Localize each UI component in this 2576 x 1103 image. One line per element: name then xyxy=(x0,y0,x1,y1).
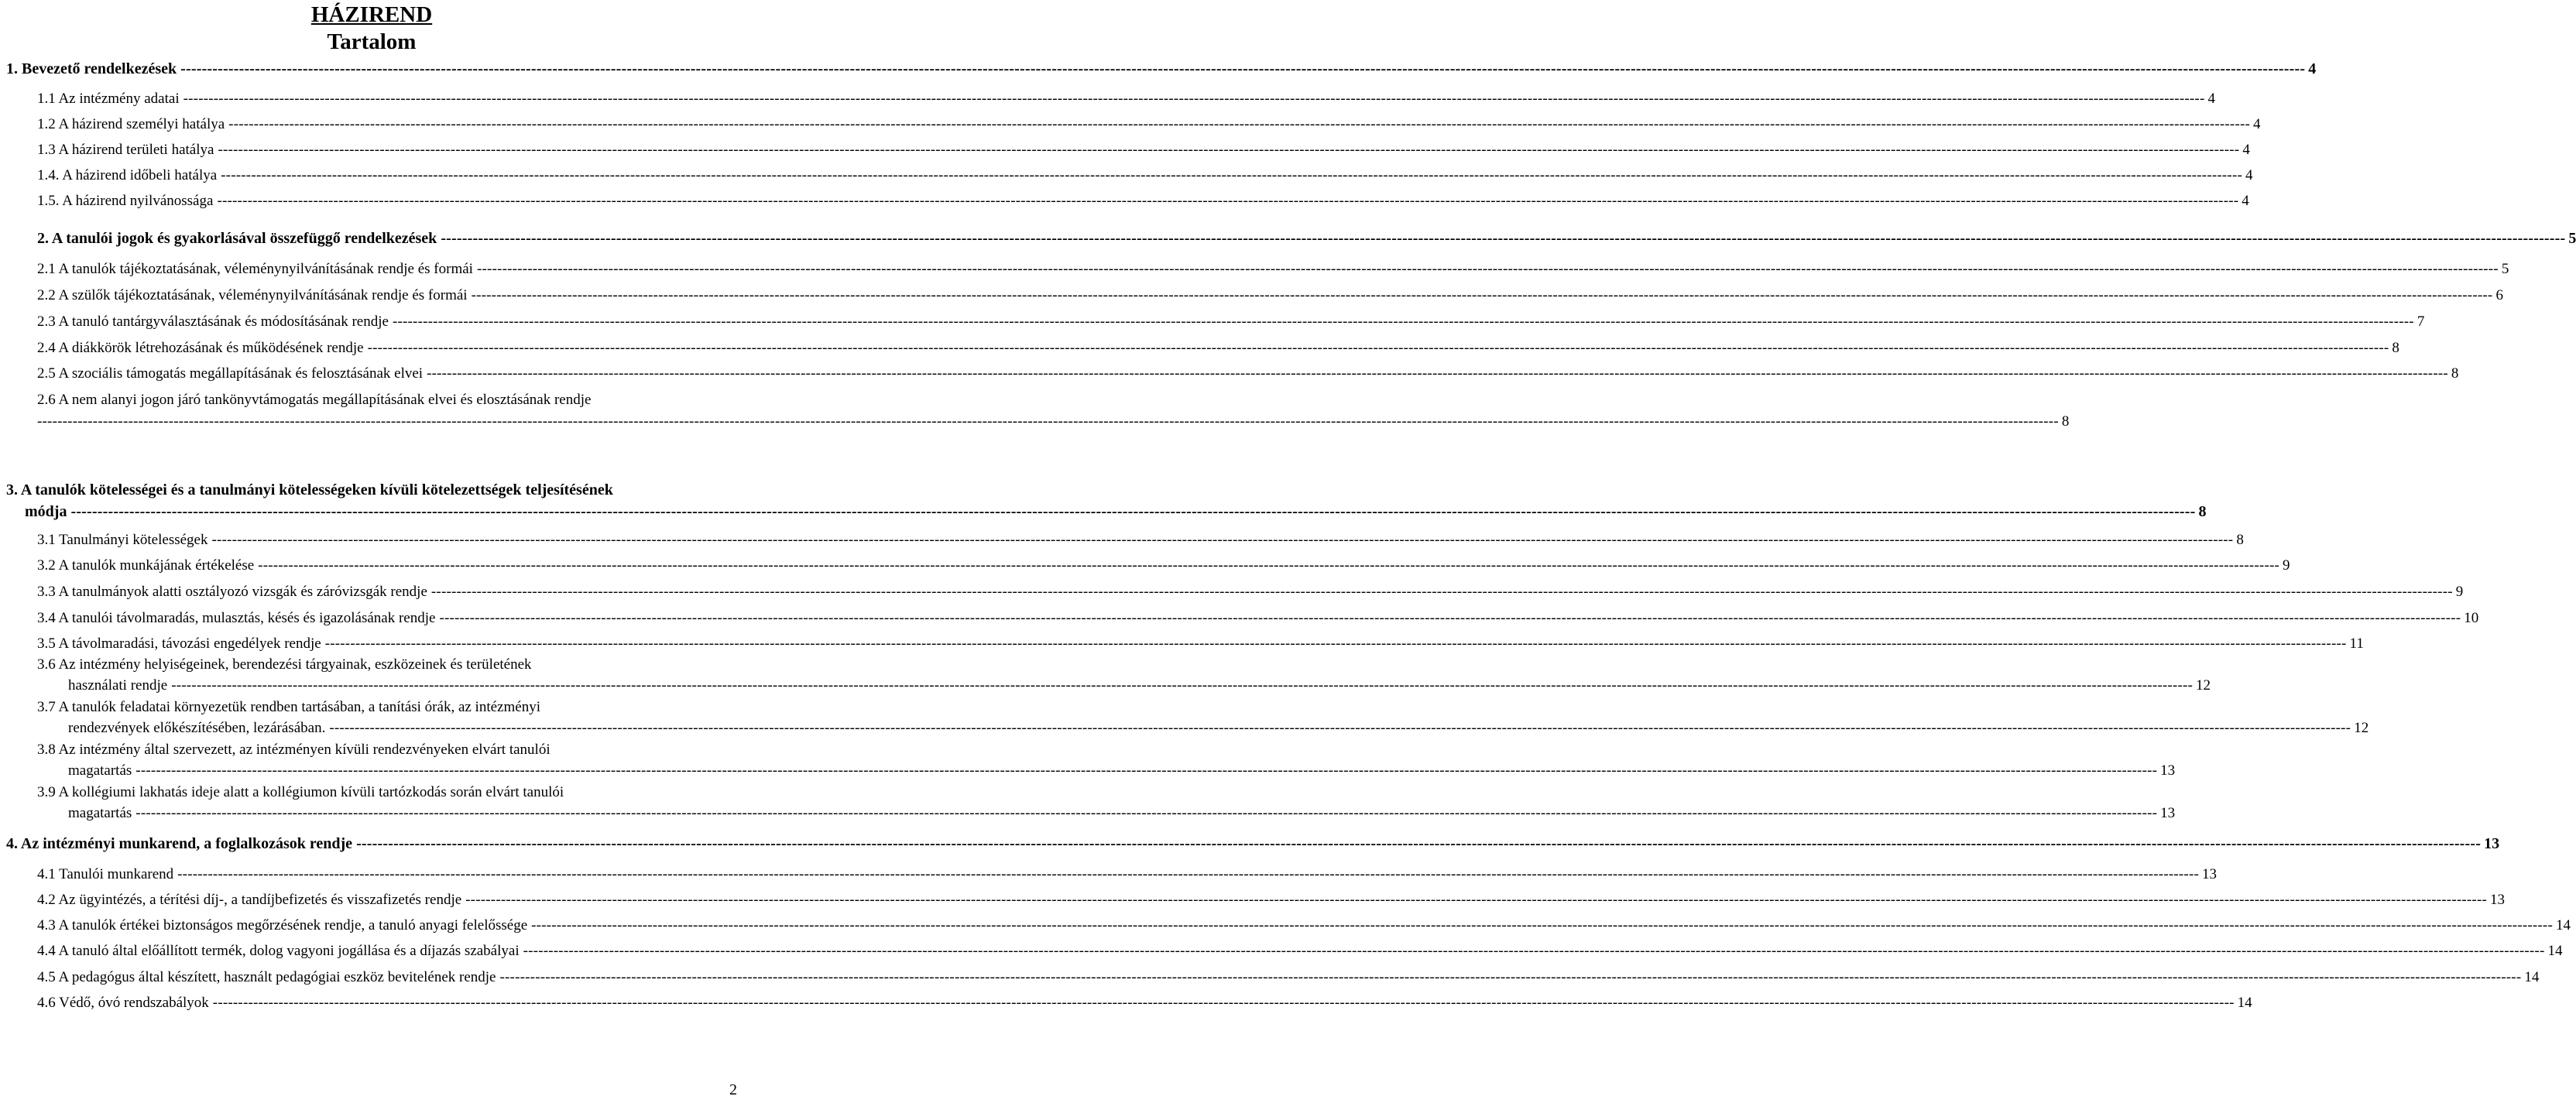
toc-entry-first-line: 3.6 Az intézmény helyiségeinek, berendezési tárgyainak, eszközeinek és területének xyxy=(37,656,532,673)
toc-entry[interactable] xyxy=(68,675,2211,697)
toc-dash-leader: ---------------------------------------------------------------------------------------------------------------------------------------------------------------------------------------------------------------------------------------------------------------------------------------------------------------------------------------------------------------------------------------------------------------- xyxy=(439,610,2461,626)
toc-entry-title: 4.3 A tanulók értékei biztonságos megőrzésének rendje, a tanuló anyagi felelőssége xyxy=(37,917,528,933)
toc-dash-leader: ---------------------------------------------------------------------------------------------------------------------------------------------------------------------------------------------------------------------------------------------------------------------------------------------------------------------------------------------------------------------------------------------------------------- xyxy=(476,261,2499,277)
toc-page-number: 7 xyxy=(2417,313,2425,330)
toc-entry-title: használati rendje xyxy=(68,677,168,694)
toc-entry[interactable] xyxy=(37,581,2464,603)
toc-entry-title: 2. A tanulói jogok és gyakorlásával összefüggő rendelkezések xyxy=(37,230,437,247)
toc-entry[interactable] xyxy=(37,555,2290,577)
toc-entry-first-line: 3.9 A kollégiumi lakhatás ideje alatt a kollégiumon kívüli tartózkodás során elvárt tanulói xyxy=(37,784,564,800)
toc-entry[interactable] xyxy=(37,165,2253,187)
toc-entry[interactable] xyxy=(37,259,2509,280)
toc-page-number: 13 xyxy=(2490,892,2506,908)
toc-page-number: 4 xyxy=(2308,60,2317,77)
toc-page-number: 13 xyxy=(2202,866,2218,882)
toc-page-number: 5 xyxy=(2568,230,2576,247)
toc-entry-first-line: 2.6 A nem alanyi jogon járó tankönyvtámogatás megállapításának elvei és elosztásának rendje xyxy=(37,392,592,408)
toc-entry[interactable] xyxy=(37,967,2540,988)
toc-entry[interactable] xyxy=(37,992,2252,1014)
toc-entry-title: 4. Az intézményi munkarend, a foglalkozások rendje xyxy=(6,835,353,852)
toc-entry[interactable] xyxy=(6,58,2317,80)
toc-entry-title: 4.4 A tanuló által előállított termék, dolog vagyoni jogállása és a díjazás szabályai xyxy=(37,943,520,959)
toc-entry-title: 3.3 A tanulmányok alatti osztályozó vizsgák és záróvizsgák rendje xyxy=(37,584,427,600)
toc-page-number: 11 xyxy=(2349,635,2364,652)
toc-entry[interactable] xyxy=(37,88,2215,110)
toc-page-number: 9 xyxy=(2283,557,2290,574)
toc-page-number: 4 xyxy=(2253,116,2261,132)
toc-page-number: 10 xyxy=(2464,610,2479,626)
toc-page-number: 8 xyxy=(2392,340,2399,356)
toc-page-number: 14 xyxy=(2237,995,2252,1011)
toc-entry-first-line: 3.7 A tanulók feladatai környezetük rendben tartásában, a tanítási órák, az intézményi xyxy=(37,699,540,715)
toc-heading: Tartalom xyxy=(327,29,417,54)
toc-dash-leader: ---------------------------------------------------------------------------------------------------------------------------------------------------------------------------------------------------------------------------------------------------------------------------------------------------------------------------------------------------------------------------------------------------------------- xyxy=(171,677,2194,694)
toc-dash-leader: ---------------------------------------------------------------------------------------------------------------------------------------------------------------------------------------------------------------------------------------------------------------------------------------------------------------------------------------------------------------------------------------------------------------- xyxy=(135,762,2158,779)
toc-dash-leader: ---------------------------------------------------------------------------------------------------------------------------------------------------------------------------------------------------------------------------------------------------------------------------------------------------------------------------------------------------------------------------------------------------------------- xyxy=(427,365,2448,382)
toc-entry-title: 4.6 Védő, óvó rendszabályok xyxy=(37,995,209,1011)
toc-page-number: 14 xyxy=(2524,969,2540,985)
toc-entry[interactable] xyxy=(37,633,2364,655)
toc-page-number: 4 xyxy=(2207,91,2215,107)
toc-page-number: 8 xyxy=(2451,365,2459,382)
toc-page-number: 13 xyxy=(2160,805,2176,821)
toc-entry-first-line: 3.8 Az intézmény által szervezett, az intézményen kívüli rendezvényeken elvárt tanulói xyxy=(37,742,551,758)
toc-dash-leader: ---------------------------------------------------------------------------------------------------------------------------------------------------------------------------------------------------------------------------------------------------------------------------------------------------------------------------------------------------------------------------------------------------------------- xyxy=(471,287,2493,303)
toc-page-number: 5 xyxy=(2501,261,2509,277)
toc-entry[interactable] xyxy=(37,940,2563,962)
toc-entry-title: 3.2 A tanulók munkájának értékelése xyxy=(37,557,255,574)
toc-page-number: 8 xyxy=(2236,532,2244,548)
toc-page-number: 13 xyxy=(2484,835,2500,852)
toc-entry[interactable] xyxy=(37,889,2506,911)
toc-dash-leader: ---------------------------------------------------------------------------------------------------------------------------------------------------------------------------------------------------------------------------------------------------------------------------------------------------------------------------------------------------------------------------------------------------------------- xyxy=(329,720,2351,736)
toc-entry[interactable] xyxy=(68,760,2176,782)
toc-page-number: 14 xyxy=(2555,917,2571,933)
toc-entry-title: 2.3 A tanuló tantárgyválasztásának és módosításának rendje xyxy=(37,313,389,330)
toc-dash-leader: ---------------------------------------------------------------------------------------------------------------------------------------------------------------------------------------------------------------------------------------------------------------------------------------------------------------------------------------------------------------------------------------------------------------- xyxy=(221,167,2243,183)
toc-dash-leader: ---------------------------------------------------------------------------------------------------------------------------------------------------------------------------------------------------------------------------------------------------------------------------------------------------------------------------------------------------------------------------------------------------------------- xyxy=(211,532,2234,548)
toc-entry-title: rendezvények előkészítésében, lezárásában. xyxy=(68,720,326,736)
toc-entry[interactable] xyxy=(37,311,2425,333)
toc-entry[interactable] xyxy=(37,190,2249,212)
toc-entry[interactable] xyxy=(37,363,2459,385)
toc-dash-leader: ---------------------------------------------------------------------------------------------------------------------------------------------------------------------------------------------------------------------------------------------------------------------------------------------------------------------------------------------------------------------------------------------------------------- xyxy=(70,503,2196,520)
toc-dash-leader: ---------------------------------------------------------------------------------------------------------------------------------------------------------------------------------------------------------------------------------------------------------------------------------------------------------------------------------------------------------------------------------------------------------------- xyxy=(228,116,2251,132)
document-title: HÁZIREND xyxy=(310,2,433,27)
toc-entry-title: 1.5. A házirend nyilvánossága xyxy=(37,193,214,209)
toc-page-number: 4 xyxy=(2245,167,2253,183)
toc-entry[interactable] xyxy=(37,228,2576,249)
toc-entry-first-line: 3. A tanulók kötelességei és a tanulmányi kötelességeken kívüli kötelezettségek teljesítésének xyxy=(6,481,613,498)
toc-entry[interactable] xyxy=(37,139,2250,161)
toc-entry[interactable] xyxy=(37,864,2218,885)
toc-dash-leader: ---------------------------------------------------------------------------------------------------------------------------------------------------------------------------------------------------------------------------------------------------------------------------------------------------------------------------------------------------------------------------------------------------------------- xyxy=(217,193,2239,209)
toc-dash-leader: ---------------------------------------------------------------------------------------------------------------------------------------------------------------------------------------------------------------------------------------------------------------------------------------------------------------------------------------------------------------------------------------------------------------- xyxy=(367,340,2389,356)
toc-page-number: 13 xyxy=(2160,762,2176,779)
toc-dash-leader: ---------------------------------------------------------------------------------------------------------------------------------------------------------------------------------------------------------------------------------------------------------------------------------------------------------------------------------------------------------------------------------------------------------------- xyxy=(177,866,2200,882)
toc-dash-leader: ---------------------------------------------------------------------------------------------------------------------------------------------------------------------------------------------------------------------------------------------------------------------------------------------------------------------------------------------------------------------------------------------------------------- xyxy=(441,230,2566,247)
toc-entry-title: 3.1 Tanulmányi kötelességek xyxy=(37,532,208,548)
toc-page-number: 12 xyxy=(2196,677,2211,694)
toc-entry-title: 3.4 A tanulói távolmaradás, mulasztás, késés és igazolásának rendje xyxy=(37,610,436,626)
toc-entry-title: magatartás xyxy=(68,805,132,821)
toc-entry-title: 2.5 A szociális támogatás megállapításának és felosztásának elvei xyxy=(37,365,424,382)
toc-page-number: 12 xyxy=(2354,720,2369,736)
toc-entry-title: 1.4. A házirend időbeli hatálya xyxy=(37,167,218,183)
toc-dash-leader: ---------------------------------------------------------------------------------------------------------------------------------------------------------------------------------------------------------------------------------------------------------------------------------------------------------------------------------------------------------------------------------------------------------------- xyxy=(37,413,2059,430)
toc-entry[interactable] xyxy=(37,285,2503,307)
toc-entry[interactable] xyxy=(37,337,2399,359)
toc-entry-title: 4.1 Tanulói munkarend xyxy=(37,866,174,882)
toc-dash-leader: ---------------------------------------------------------------------------------------------------------------------------------------------------------------------------------------------------------------------------------------------------------------------------------------------------------------------------------------------------------------------------------------------------------------- xyxy=(212,995,2235,1011)
toc-entry[interactable] xyxy=(37,529,2244,551)
toc-entry-title: módja xyxy=(25,503,67,520)
toc-entry[interactable] xyxy=(25,501,2207,522)
toc-page-number: 6 xyxy=(2495,287,2503,303)
toc-dash-leader: ---------------------------------------------------------------------------------------------------------------------------------------------------------------------------------------------------------------------------------------------------------------------------------------------------------------------------------------------------------------------------------------------------------------- xyxy=(430,584,2453,600)
toc-entry-title: 4.2 Az ügyintézés, a térítési díj-, a tandíjbefizetés és visszafizetés rendje xyxy=(37,892,462,908)
toc-dash-leader: ---------------------------------------------------------------------------------------------------------------------------------------------------------------------------------------------------------------------------------------------------------------------------------------------------------------------------------------------------------------------------------------------------------------- xyxy=(218,142,2240,158)
toc-entry-title: 1. Bevezető rendelkezések xyxy=(6,60,177,77)
toc-page-number: 9 xyxy=(2455,584,2464,600)
toc-entry[interactable] xyxy=(68,718,2369,739)
toc-entry-title: magatartás xyxy=(68,762,132,779)
toc-dash-leader: ---------------------------------------------------------------------------------------------------------------------------------------------------------------------------------------------------------------------------------------------------------------------------------------------------------------------------------------------------------------------------------------------------------------- xyxy=(258,557,2280,574)
toc-entry-title: 1.1 Az intézmény adatai xyxy=(37,91,180,107)
toc-page-number: 8 xyxy=(2061,413,2070,430)
toc-dash-leader: ---------------------------------------------------------------------------------------------------------------------------------------------------------------------------------------------------------------------------------------------------------------------------------------------------------------------------------------------------------------------------------------------------------------- xyxy=(324,635,2347,652)
toc-entry[interactable] xyxy=(37,114,2261,135)
toc-entry[interactable] xyxy=(37,411,2070,433)
toc-entry[interactable] xyxy=(37,915,2571,937)
toc-dash-leader: ---------------------------------------------------------------------------------------------------------------------------------------------------------------------------------------------------------------------------------------------------------------------------------------------------------------------------------------------------------------------------------------------------------------- xyxy=(180,60,2306,77)
toc-page-number: 4 xyxy=(2242,142,2250,158)
toc-dash-leader: ---------------------------------------------------------------------------------------------------------------------------------------------------------------------------------------------------------------------------------------------------------------------------------------------------------------------------------------------------------------------------------------------------------------- xyxy=(392,313,2414,330)
toc-entry[interactable] xyxy=(37,608,2479,629)
toc-entry-title: 1.2 A házirend személyi hatálya xyxy=(37,116,225,132)
toc-dash-leader: ---------------------------------------------------------------------------------------------------------------------------------------------------------------------------------------------------------------------------------------------------------------------------------------------------------------------------------------------------------------------------------------------------------------- xyxy=(356,835,2482,852)
toc-entry-title: 2.2 A szülők tájékoztatásának, véleménynyilvánításának rendje és formái xyxy=(37,287,468,303)
toc-entry-title: 4.5 A pedagógus által készített, használt pedagógiai eszköz bevitelének rendje xyxy=(37,969,496,985)
toc-dash-leader: ---------------------------------------------------------------------------------------------------------------------------------------------------------------------------------------------------------------------------------------------------------------------------------------------------------------------------------------------------------------------------------------------------------------- xyxy=(531,917,2553,933)
toc-entry-title: 3.5 A távolmaradási, távozási engedélyek rendje xyxy=(37,635,321,652)
toc-dash-leader: ---------------------------------------------------------------------------------------------------------------------------------------------------------------------------------------------------------------------------------------------------------------------------------------------------------------------------------------------------------------------------------------------------------------- xyxy=(465,892,2488,908)
toc-page-number: 8 xyxy=(2198,503,2207,520)
toc-dash-leader: ---------------------------------------------------------------------------------------------------------------------------------------------------------------------------------------------------------------------------------------------------------------------------------------------------------------------------------------------------------------------------------------------------------------- xyxy=(499,969,2522,985)
toc-entry-title: 2.4 A diákkörök létrehozásának és működésének rendje xyxy=(37,340,364,356)
toc-entry-title: 1.3 A házirend területi hatálya xyxy=(37,142,214,158)
toc-dash-leader: ---------------------------------------------------------------------------------------------------------------------------------------------------------------------------------------------------------------------------------------------------------------------------------------------------------------------------------------------------------------------------------------------------------------- xyxy=(135,805,2158,821)
toc-page-number: 14 xyxy=(2547,943,2563,959)
toc-dash-leader: ---------------------------------------------------------------------------------------------------------------------------------------------------------------------------------------------------------------------------------------------------------------------------------------------------------------------------------------------------------------------------------------------------------------- xyxy=(183,91,2205,107)
toc-entry-title: 2.1 A tanulók tájékoztatásának, véleménynyilvánításának rendje és formái xyxy=(37,261,473,277)
toc-entry[interactable] xyxy=(68,803,2176,824)
toc-entry[interactable] xyxy=(6,833,2500,855)
page-number: 2 xyxy=(729,1081,737,1098)
toc-dash-leader: ---------------------------------------------------------------------------------------------------------------------------------------------------------------------------------------------------------------------------------------------------------------------------------------------------------------------------------------------------------------------------------------------------------------- xyxy=(523,943,2545,959)
toc-page-number: 4 xyxy=(2242,193,2249,209)
